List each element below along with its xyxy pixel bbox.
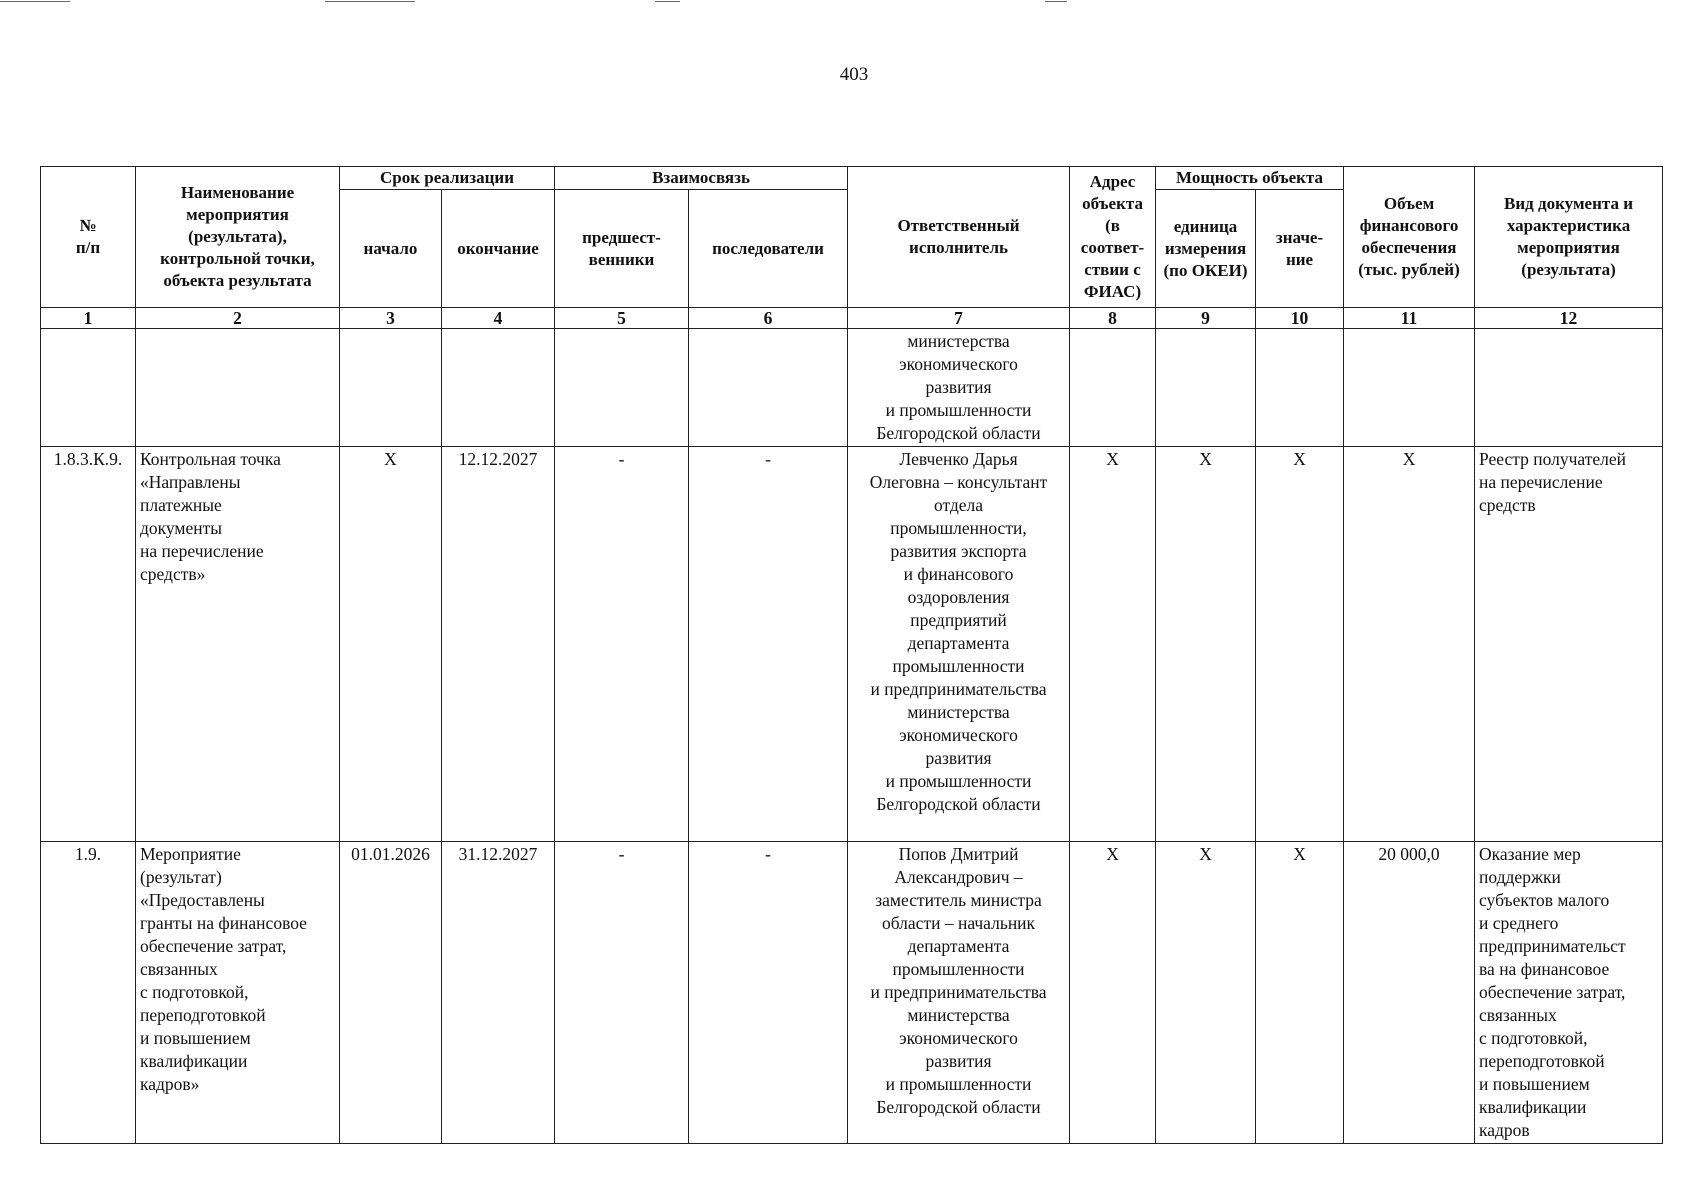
cell-finance: X bbox=[1344, 447, 1475, 842]
cell-address: X bbox=[1070, 447, 1156, 842]
header-name: Наименование мероприятия (результата), контрольной точки, объекта результата bbox=[136, 167, 340, 308]
header-capacity-group: Мощность объекта bbox=[1156, 167, 1344, 190]
column-number: 11 bbox=[1344, 308, 1475, 329]
cell-document bbox=[1475, 329, 1663, 447]
header-document: Вид документа и характеристика мероприятия (результата) bbox=[1475, 167, 1663, 308]
cell-document: Реестр получателей на перечисление средств bbox=[1475, 447, 1663, 842]
cell-address: X bbox=[1070, 842, 1156, 1144]
table-row bbox=[41, 447, 1663, 842]
cell-value bbox=[1256, 329, 1344, 447]
cell-finance bbox=[1344, 329, 1475, 447]
cell-name bbox=[136, 329, 340, 447]
column-number: 2 bbox=[136, 308, 340, 329]
header-start: начало bbox=[340, 190, 442, 308]
scan-edge-line bbox=[1045, 1, 1067, 2]
cell-value: X bbox=[1256, 842, 1344, 1144]
column-number: 9 bbox=[1156, 308, 1256, 329]
cell-start: X bbox=[340, 447, 442, 842]
page-number: 403 bbox=[839, 64, 869, 85]
cell-value: X bbox=[1256, 447, 1344, 842]
column-number: 1 bbox=[41, 308, 136, 329]
table-row bbox=[41, 329, 1663, 447]
cell-number bbox=[41, 329, 136, 447]
cell-finance: 20 000,0 bbox=[1344, 842, 1475, 1144]
column-number: 3 bbox=[340, 308, 442, 329]
header-value: значе- ние bbox=[1256, 190, 1344, 308]
cell-unit: X bbox=[1156, 447, 1256, 842]
cell-predecessors: - bbox=[555, 447, 689, 842]
header-link-group: Взаимосвязь bbox=[555, 167, 848, 190]
cell-predecessors: - bbox=[555, 842, 689, 1144]
cell-end bbox=[442, 329, 555, 447]
header-address: Адрес объекта (в соответ-ствии с ФИАС) bbox=[1070, 167, 1156, 308]
cell-address bbox=[1070, 329, 1156, 447]
header-finance: Объем финансового обеспечения (тыс. рублей) bbox=[1344, 167, 1475, 308]
cell-responsible: министерства экономического развития и промышленности Белгородской области bbox=[848, 329, 1070, 447]
cell-number: 1.8.3.К.9. bbox=[41, 447, 136, 842]
cell-successors bbox=[689, 329, 848, 447]
column-number: 6 bbox=[689, 308, 848, 329]
cell-successors: - bbox=[689, 842, 848, 1144]
column-number: 10 bbox=[1256, 308, 1344, 329]
header-term-group: Срок реализации bbox=[340, 167, 555, 190]
cell-name: Контрольная точка «Направлены платежные документы на перечисление средств» bbox=[136, 447, 340, 842]
column-number: 5 bbox=[555, 308, 689, 329]
scan-edge-line bbox=[0, 1, 70, 2]
header-responsible: Ответственный исполнитель bbox=[848, 167, 1070, 308]
header-end: окончание bbox=[442, 190, 555, 308]
cell-unit bbox=[1156, 329, 1256, 447]
cell-predecessors bbox=[555, 329, 689, 447]
column-number: 4 bbox=[442, 308, 555, 329]
cell-unit: X bbox=[1156, 842, 1256, 1144]
cell-document: Оказание мер поддержки субъектов малого и среднего предпринимательст ва на финансовое обеспечение затрат, связанных с подготовкой, переподготовкой и повышением квалификации кадров bbox=[1475, 842, 1663, 1144]
column-number: 8 bbox=[1070, 308, 1156, 329]
cell-start: 01.01.2026 bbox=[340, 842, 442, 1144]
cell-successors: - bbox=[689, 447, 848, 842]
table-row bbox=[41, 842, 1663, 1144]
cell-name: Мероприятие (результат) «Предоставлены гранты на финансовое обеспечение затрат, связанных с подготовкой, переподготовкой и повышением квалификации кадров» bbox=[136, 842, 340, 1144]
column-number: 12 bbox=[1475, 308, 1663, 329]
cell-number: 1.9. bbox=[41, 842, 136, 1144]
cell-end: 12.12.2027 bbox=[442, 447, 555, 842]
scan-edge-line bbox=[655, 1, 680, 2]
cell-responsible: Попов Дмитрий Александрович – заместитель министра области – начальник департамента промышленности и предпринимательства министерства экономического развития и промышленности Белгородской области bbox=[848, 842, 1070, 1144]
cell-responsible: Левченко Дарья Олеговна – консультант отдела промышленности, развития экспорта и финансового оздоровления предприятий департамента промышленности и предпринимательства министерства экономического развития и промышленности Белгородской области bbox=[848, 447, 1070, 842]
header-successors: последователи bbox=[689, 190, 848, 308]
header-unit: единица измерения (по ОКЕИ) bbox=[1156, 190, 1256, 308]
scan-edge-line bbox=[325, 1, 415, 2]
cell-start bbox=[340, 329, 442, 447]
cell-end: 31.12.2027 bbox=[442, 842, 555, 1144]
column-number: 7 bbox=[848, 308, 1070, 329]
column-number-row bbox=[41, 308, 1663, 329]
plan-table bbox=[40, 166, 1663, 1144]
header-predecessors: предшест- венники bbox=[555, 190, 689, 308]
header-number: № п/п bbox=[41, 167, 136, 308]
